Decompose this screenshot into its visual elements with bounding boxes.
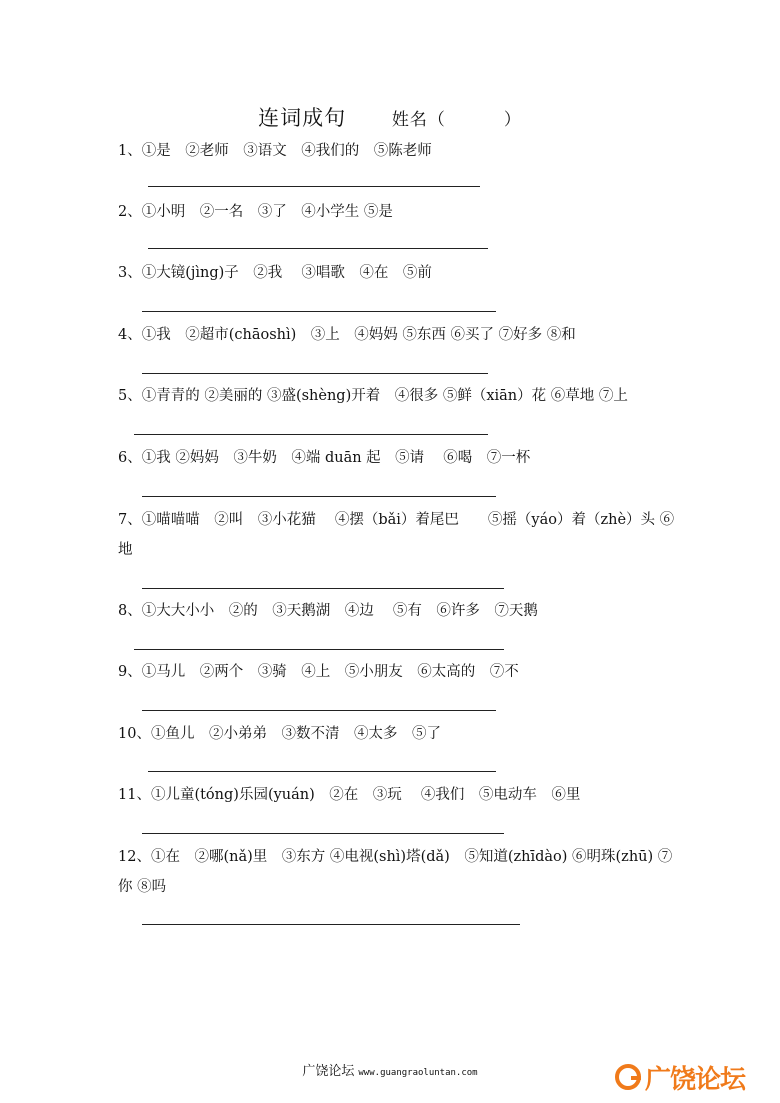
question-10: 10、①鱼儿 ②小弟弟 ③数不清 ④太多 ⑤了 (118, 726, 441, 742)
title-text: 连词成句 (258, 106, 347, 130)
answer-line-2[interactable] (148, 248, 488, 249)
question-9: 9、①马儿 ②两个 ③骑 ④上 ⑤小朋友 ⑥太高的 ⑦不 (118, 664, 519, 680)
name-close-paren: ） (503, 110, 522, 130)
footer-site-link[interactable]: www.guangraoluntan.com (358, 1068, 478, 1078)
question-12: 12、①在 ②哪(nǎ)里 ③东方 ④电视(shì)塔(dǎ) ⑤知道(zhīdào) ⑥明珠(zhū) ⑦你 ⑧吗 (118, 849, 673, 895)
answer-line-10[interactable] (148, 771, 496, 772)
question-7: 7、①喵喵喵 ②叫 ③小花猫 ④摆（bǎi）着尾巴 ⑤摇（yáo）着（zhè）头 ⑥地 (118, 512, 675, 558)
question-3: 3、①大镜(jìng)子 ②我 ③唱歌 ④在 ⑤前 (118, 265, 432, 281)
answer-line-8[interactable] (134, 649, 504, 650)
answer-line-5[interactable] (134, 434, 488, 435)
question-8: 8、①大大小小 ②的 ③天鹅湖 ④边 ⑤有 ⑥许多 ⑦天鹅 (118, 603, 538, 619)
worksheet-title (0, 102, 780, 132)
answer-line-7[interactable] (142, 588, 504, 589)
answer-line-12[interactable] (142, 924, 520, 925)
answer-line-3[interactable] (142, 311, 496, 312)
question-2: 2、①小明 ②一名 ③了 ④小学生 ⑤是 (118, 204, 393, 220)
answer-line-6[interactable] (142, 496, 496, 497)
answer-line-4[interactable] (142, 373, 488, 374)
answer-line-11[interactable] (142, 833, 504, 834)
answer-line-1[interactable] (148, 186, 480, 187)
brand-logo (615, 1060, 745, 1094)
question-11: 11、①儿童(tóng)乐园(yuán) ②在 ③玩 ④我们 ⑤电动车 ⑥里 (118, 787, 581, 803)
question-6: 6、①我 ②妈妈 ③牛奶 ④端 duān 起 ⑤请 ⑥喝 ⑦一杯 (118, 450, 531, 466)
question-1: 1、①是 ②老师 ③语文 ④我们的 ⑤陈老师 (118, 143, 432, 159)
logo-text: 广饶论坛 (645, 1064, 746, 1095)
footer-brand: 广饶论坛 (302, 1064, 355, 1079)
question-5: 5、①青青的 ②美丽的 ③盛(shèng)开着 ④很多 ⑤鲜（xiān）花 ⑥草地 ⑦上 (118, 388, 628, 404)
logo-g-icon (615, 1064, 641, 1090)
question-4: 4、①我 ②超市(chāoshì) ③上 ④妈妈 ⑤东西 ⑥买了 ⑦好多 ⑧和 (118, 327, 576, 343)
answer-line-9[interactable] (142, 710, 496, 711)
name-label: 姓名（ (391, 110, 446, 130)
